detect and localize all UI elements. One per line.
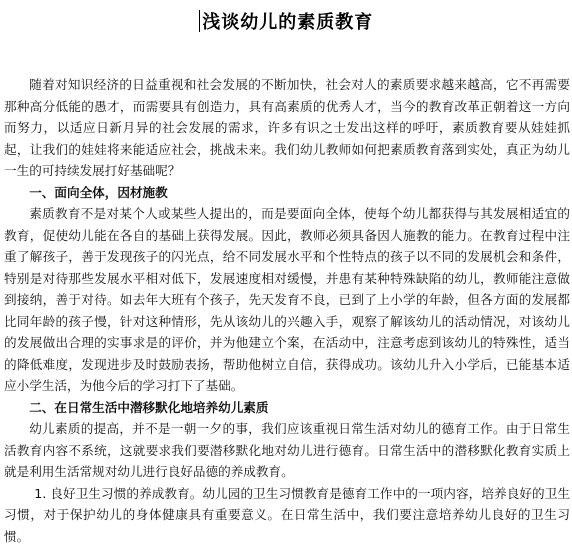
text-cursor — [199, 10, 201, 32]
section-1-paragraph: 素质教育不是对某个人或某些人提出的，而是要面向全体，使每个幼儿都获得与其发展相适宜的教育，促使幼儿能在各自的基础上获得发展。因此，教师必须具备因人施教的能力。在教育过程中注重了解孩子，善于发现孩子的闪光点，给不同发展水平和个性特点的孩子以不同的发展机会和条件，特别是对待那些发展水平相对低下，发展速度相对缓慢，并患有某种特殊缺陷的幼儿，教师能注意做到接纳，善于对待。如去年大班有个孩子，先天发育不良，已到了上小学的年龄，但各方面的发展都比同年龄的孩子慢，针对这种情形，先从该幼儿的兴趣入手，观察了解该幼儿的活动情况，对该幼儿的发展做出合理的实事求是的评价，并为他建立个案，在活动中，注意考虑到该幼儿的特殊性，适当的降低难度，发现进步及时鼓励表扬，帮助他树立自信，获得成功。该幼儿升入小学后，已能基本适应小学生活，为他今后的学习打下了基础。 — [4, 203, 570, 397]
document-title-line — [0, 10, 572, 35]
document-title: 浅谈幼儿的素质教育 — [202, 12, 373, 33]
document-body — [4, 74, 570, 547]
section-heading-2: 二、在日常生活中潜移默化地培养幼儿素质 — [4, 397, 570, 419]
section-2-paragraph: 幼儿素质的提高，并不是一朝一夕的事，我们应该重视日常生活对幼儿的德育工作。由于日常生活教育内容不系统，这就要求我们要潜移默化地对幼儿进行德育。日常生活中的潜移默化教育实质上就是利用生活常规对幼儿进行良好品德的养成教育。 — [4, 418, 570, 483]
section-heading-1: 一、面向全体，因材施教 — [4, 182, 570, 204]
intro-paragraph: 随着对知识经济的日益重视和社会发展的不断加快，社会对人的素质要求越来越高，它不再需要那种高分低能的愚才，而需要具有创造力，具有高素质的优秀人才，当今的教育改革正朝着这一方向而努力，以适应日新月异的社会发展的需求，许多有识之士发出这样的呼吁，素质教育要从娃娃抓起，让我们的娃娃将来能适应社会，挑战未来。我们幼儿教师如何把素质教育落到实处，真正为幼儿一生的可持续发展打好基础呢？ — [4, 74, 570, 182]
section-2-item-1: 1. 良好卫生习惯的养成教育。幼儿园的卫生习惯教育是德育工作中的一项内容，培养良好的卫生习惯，对于保护幼儿的身体健康具有重要意义。在日常生活中，我们要注意培养幼儿良好的卫生习惯。 — [4, 483, 570, 547]
